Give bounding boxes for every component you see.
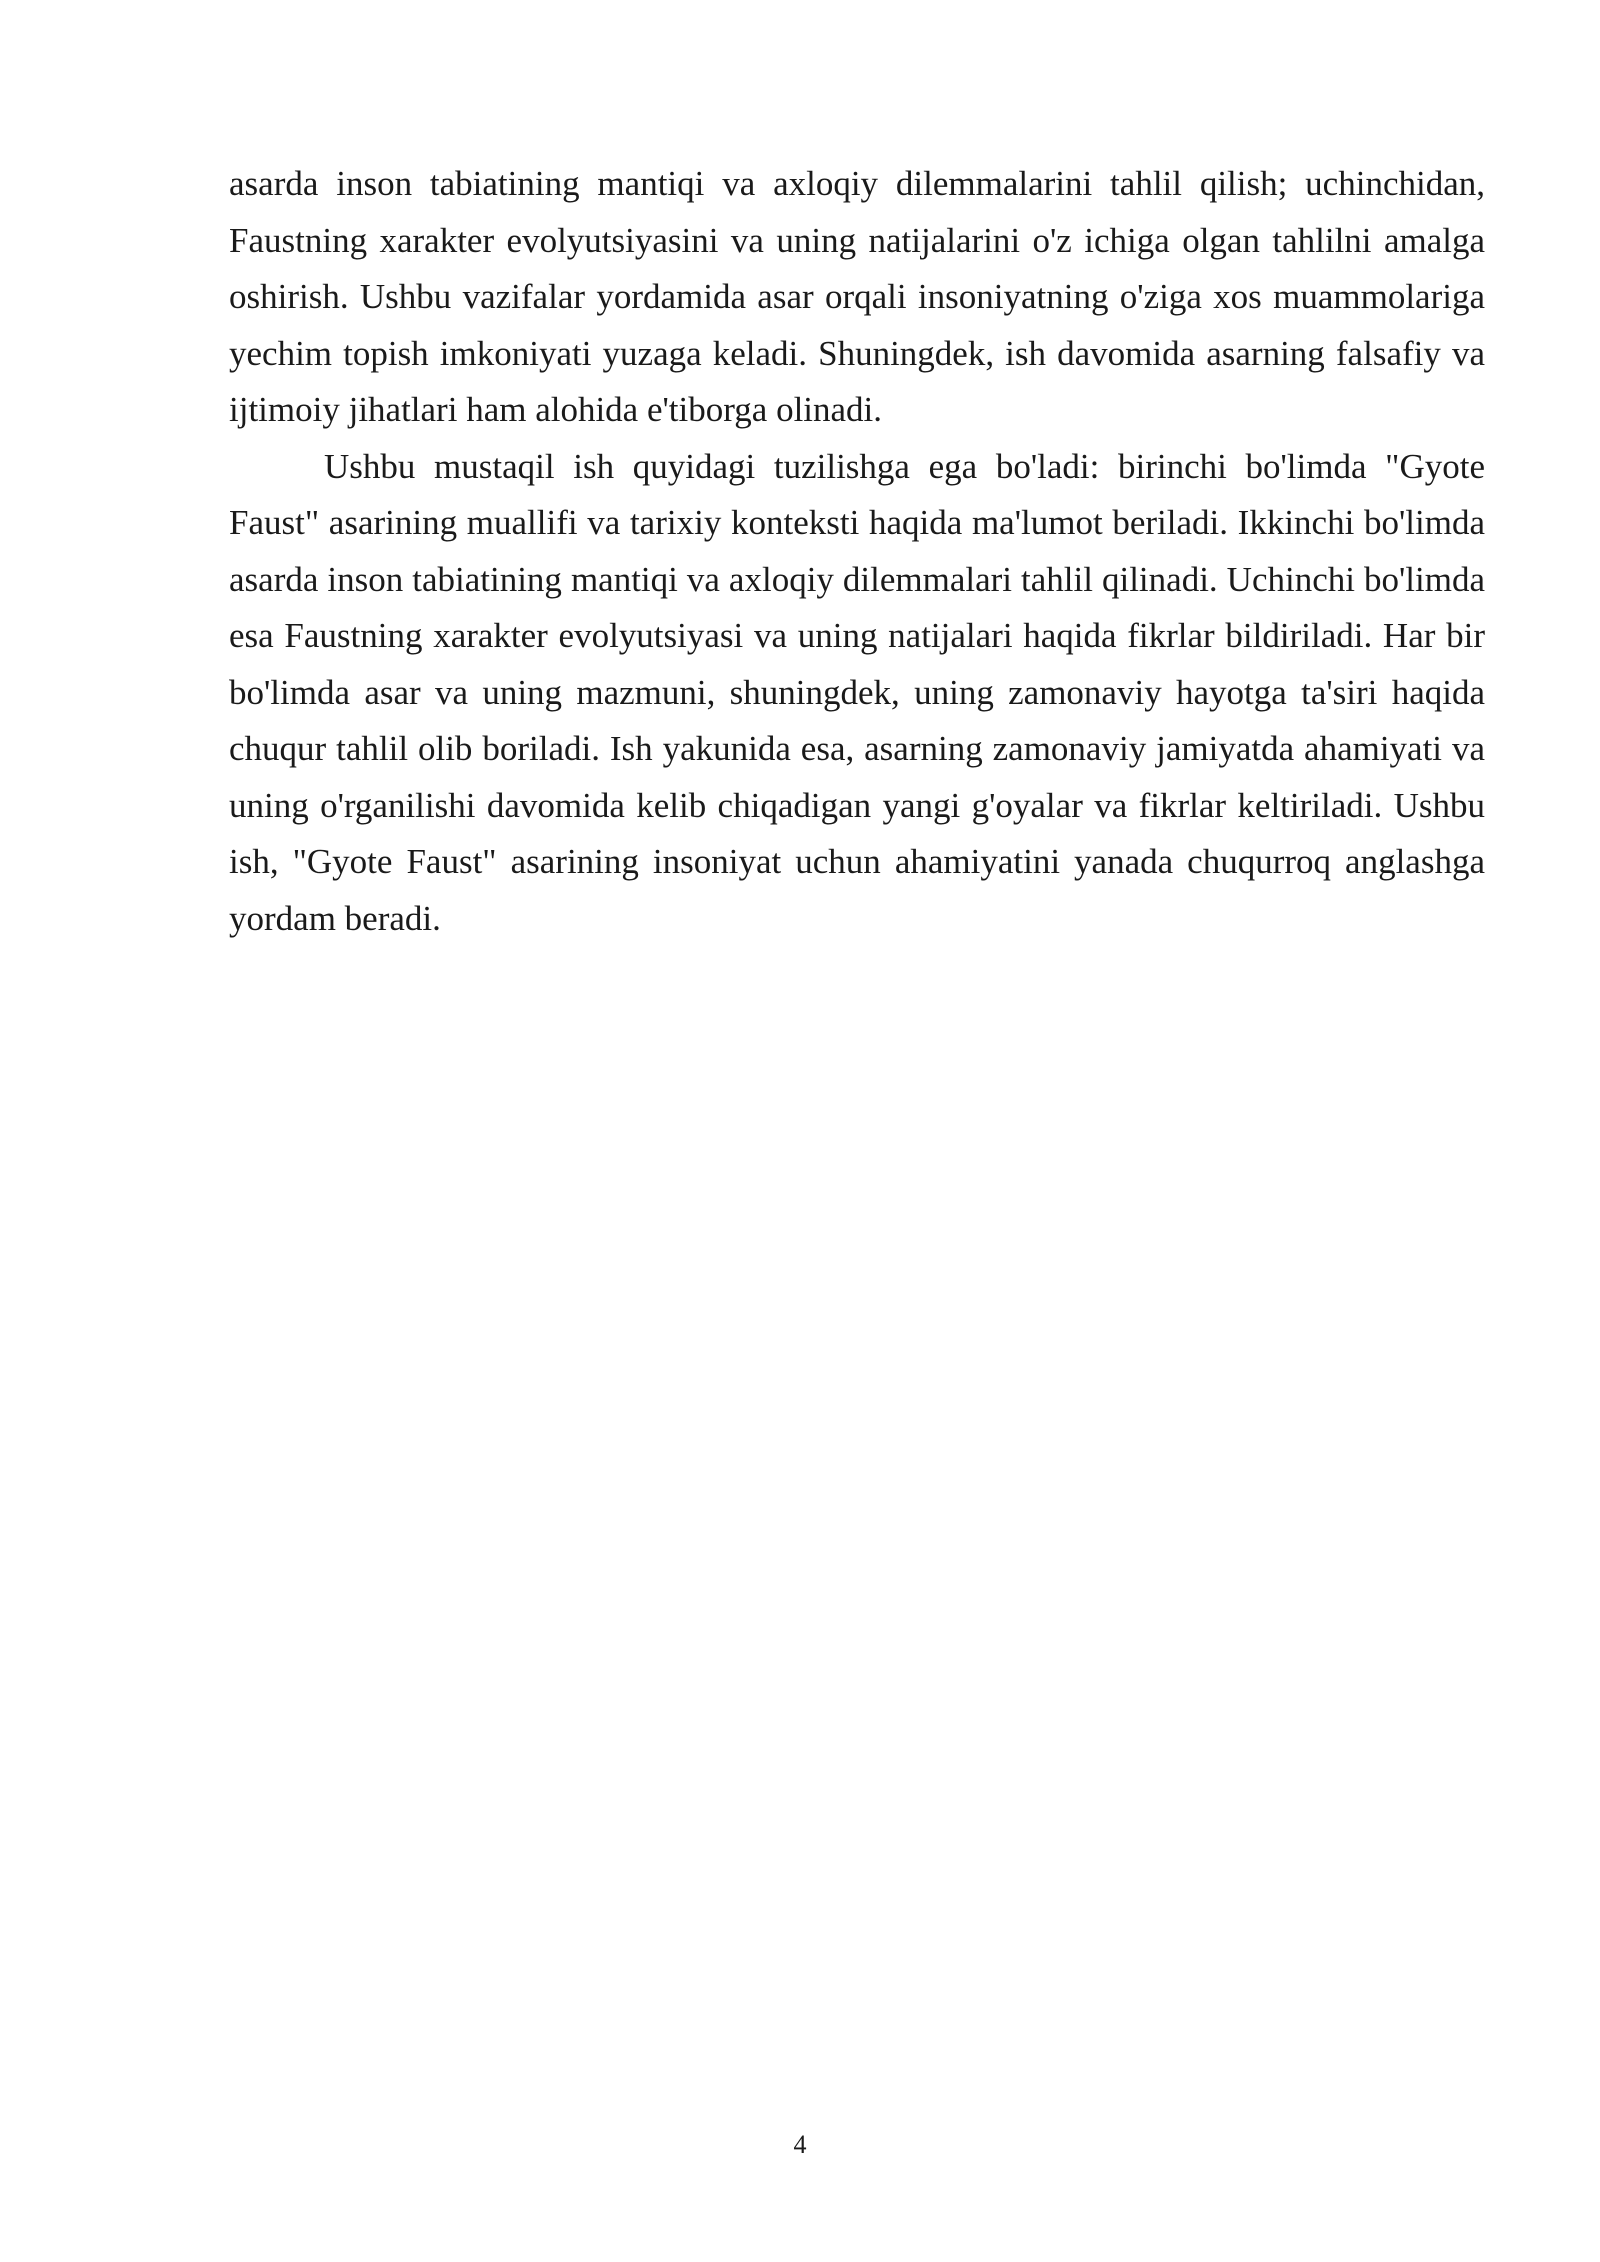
- body-text: [229, 156, 1485, 947]
- page-number: 4: [793, 2130, 807, 2159]
- paragraph-structure: Ushbu mustaqil ish quyidagi tuzilishga ega bo'ladi: birinchi bo'limda "Gyote Faust" asarining muallifi va tarixiy konteksti haqida ma'lumot beriladi. Ikkinchi bo'limda asarda inson tabiatining mantiqi va axloqiy dilemmalari tahlil qilinadi. Uchinchi bo'limda esa Faustning xarakter evolyutsiyasi va uning natijalari haqida fikrlar bildiriladi. Har bir bo'limda asar va uning mazmuni, shuningdek, uning zamonaviy hayotga ta'siri haqida chuqur tahlil olib boriladi. Ish yakunida esa, asarning zamonaviy jamiyatda ahamiyati va uning o'rganilishi davomida kelib chiqadigan yangi g'oyalar va fikrlar keltiriladi. Ushbu ish, "Gyote Faust" asarining insoniyat uchun ahamiyatini yanada chuqurroq anglashga yordam beradi.: [229, 446, 1485, 938]
- paragraph-continued: asarda inson tabiatining mantiqi va axloqiy dilemmalarini tahlil qilish; uchinchidan, Faustning xarakter evolyutsiyasini va uning natijalarini o'z ichiga olgan tahlilni amalga oshirish. Ushbu vazifalar yordamida asar orqali insoniyatning o'ziga xos muammolariga yechim topish imkoniyati yuzaga keladi. Shuningdek, ish davomida asarning falsafiy va ijtimoiy jihatlari ham alohida e'tiborga olinadi.: [229, 164, 1485, 429]
